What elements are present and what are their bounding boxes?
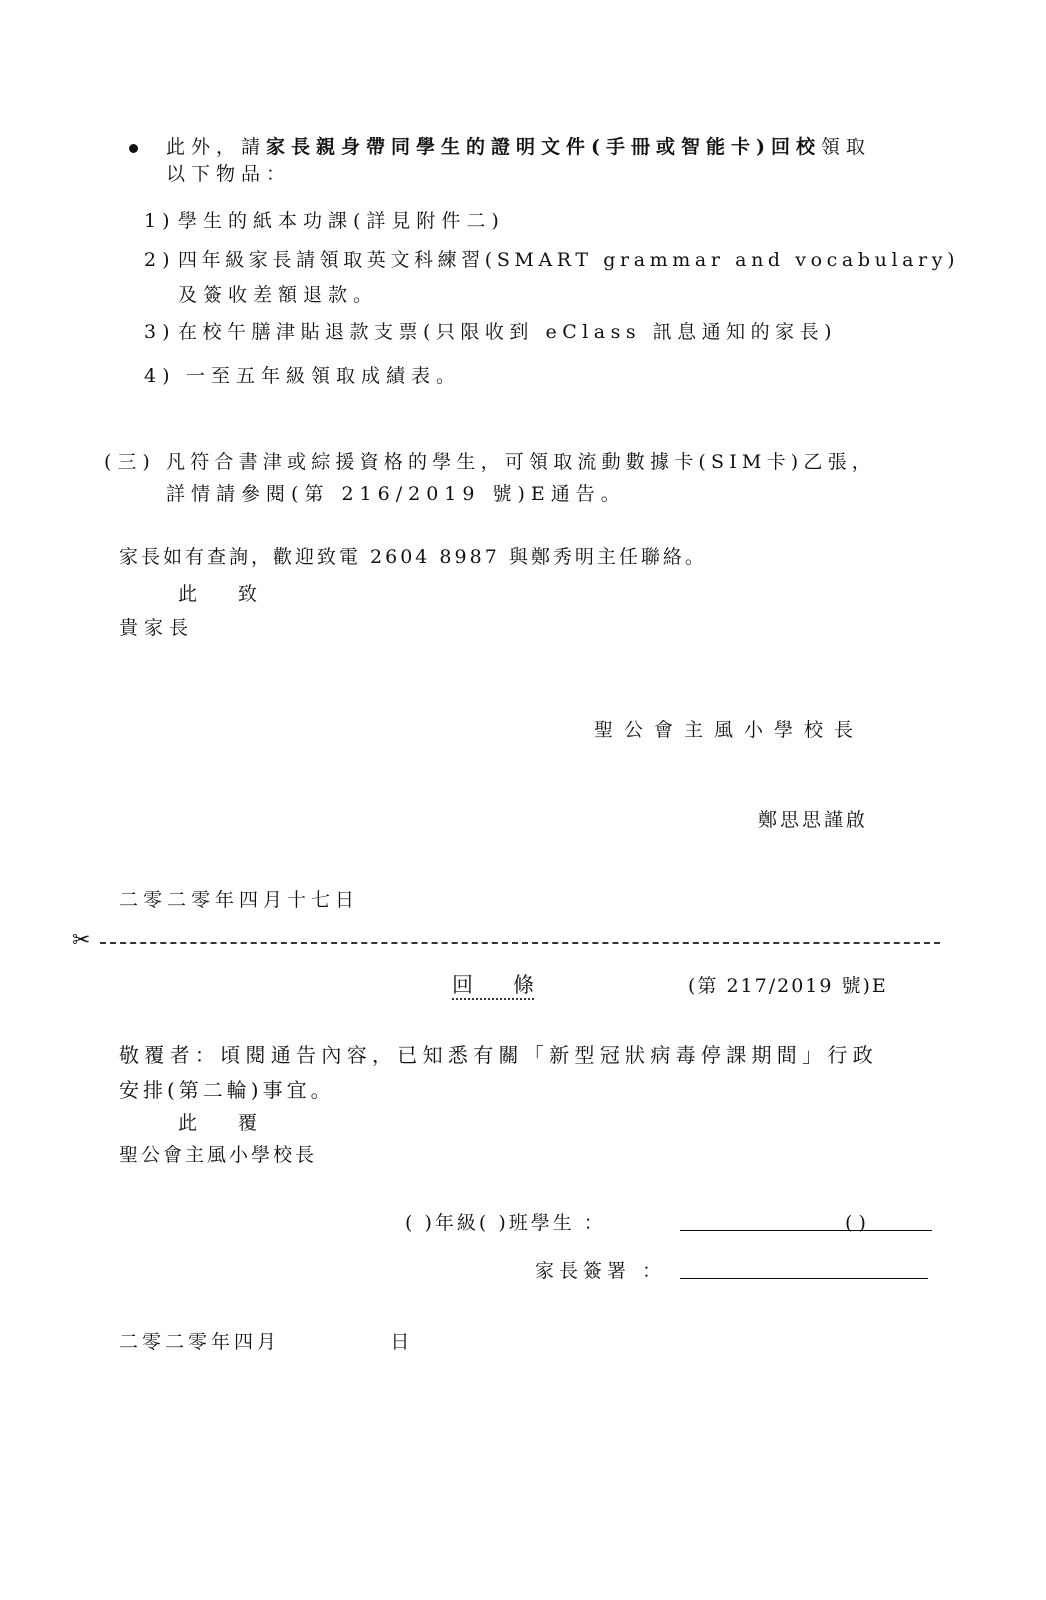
reply-reference: (第 217/2019 號)E bbox=[688, 975, 888, 997]
scissors-icon: ✂ bbox=[72, 928, 91, 953]
item-3-text: 在校午膳津貼退款支票(只限收到 eClass 訊息通知的家長) bbox=[178, 321, 838, 343]
item-1-text: 學生的紙本功課(詳見附件二) bbox=[178, 210, 505, 232]
notice-date: 二零二零年四月十七日 bbox=[119, 889, 360, 911]
section-3-label: (三) bbox=[104, 451, 156, 473]
reply-title-char-1: 回 bbox=[452, 973, 473, 997]
bullet-emphasis: 家長親身帶同學生的證明文件(手冊或智能卡)回校 bbox=[266, 136, 821, 158]
closing-ci: 此 bbox=[178, 583, 204, 605]
bullet-dot bbox=[129, 144, 138, 153]
closing-zhi: 致 bbox=[238, 583, 264, 605]
reply-body-line-1: 敬覆者：頃閱通告內容，已知悉有關「新型冠狀病毒停課期間」行政 bbox=[119, 1043, 878, 1067]
reply-title-char-2: 條 bbox=[513, 973, 534, 997]
student-name-field[interactable] bbox=[680, 1230, 932, 1231]
closing-recipient: 貴家長 bbox=[119, 617, 195, 639]
bullet-suffix: 領取 bbox=[821, 136, 872, 158]
item-2-number: 2) bbox=[144, 249, 176, 271]
enquiry-text: 家長如有查詢，歡迎致電 2604 8987 與鄭秀明主任聯絡。 bbox=[119, 546, 707, 568]
reply-title bbox=[452, 972, 534, 1000]
signature-org: 聖公會主風小學校長 bbox=[594, 719, 865, 741]
reply-recipient: 聖公會主風小學校長 bbox=[119, 1144, 318, 1166]
student-number-paren: ( ) bbox=[845, 1212, 866, 1234]
reply-date: 二零二零年四月 日 bbox=[119, 1331, 414, 1353]
cut-line bbox=[100, 942, 940, 944]
parent-signature-label: 家長簽署 ： bbox=[535, 1260, 667, 1282]
parent-signature-field[interactable] bbox=[680, 1278, 928, 1279]
item-1-number: 1) bbox=[144, 210, 176, 232]
student-label: ( )年級( )班學生 ： bbox=[405, 1212, 606, 1234]
item-3-number: 3) bbox=[144, 321, 176, 343]
reply-closing-fu: 覆 bbox=[238, 1112, 264, 1134]
item-4-text: 一至五年級領取成績表。 bbox=[186, 365, 462, 387]
section-3-line-1: 凡符合書津或綜援資格的學生，可領取流動數據卡(SIM卡)乙張， bbox=[166, 451, 877, 473]
section-3-line-2: 詳情請參閱(第 216/2019 號)E通告。 bbox=[166, 483, 626, 505]
bullet-prefix: 此外，請 bbox=[166, 136, 267, 158]
item-2-text-line2: 及簽收差額退款。 bbox=[178, 284, 379, 306]
reply-closing-ci: 此 bbox=[178, 1112, 204, 1134]
item-4-number: 4) bbox=[144, 365, 176, 387]
item-2-text: 四年級家長請領取英文科練習(SMART grammar and vocabulary) bbox=[178, 249, 960, 271]
reply-body-line-2: 安排(第二輪)事宜。 bbox=[119, 1078, 335, 1102]
bullet-line-1 bbox=[166, 134, 871, 160]
signature-name: 鄭思思謹啟 bbox=[758, 809, 869, 831]
bullet-line-2: 以下物品： bbox=[166, 163, 292, 185]
